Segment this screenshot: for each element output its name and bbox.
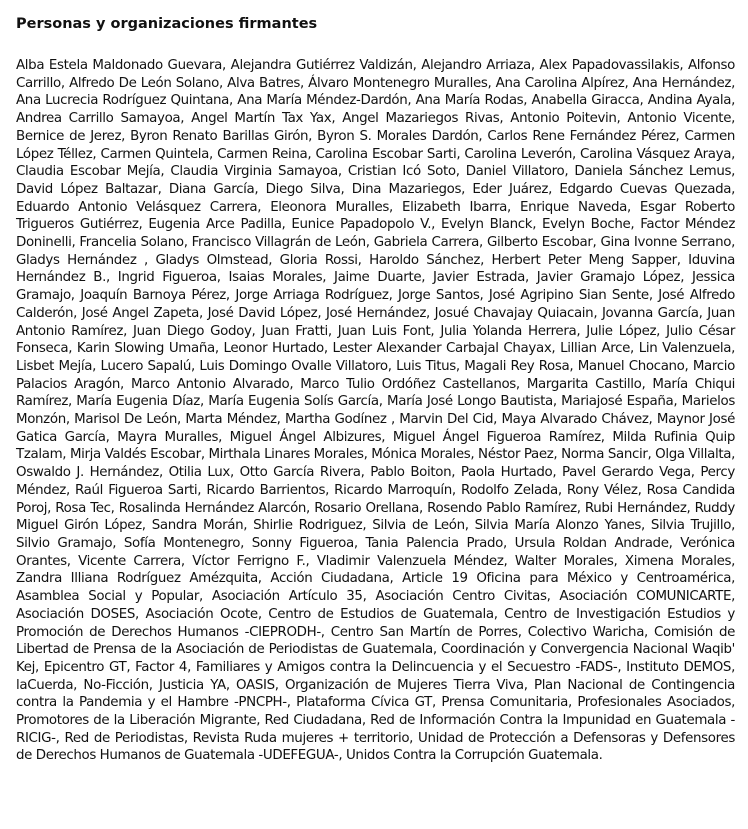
section-heading: Personas y organizaciones firmantes [16,16,318,32]
document [16,14,735,765]
signatories-paragraph: Alba Estela Maldonado Guevara, Alejandra Gutiérrez Valdizán, Alejandro Arriaza, Alex Papadovassilakis, Alfonso Carrillo, Alfredo De León Solano, Alva Batres, Álvaro Montenegro Muralles, Ana Carolina Alpírez, Ana Hernández, Ana Lucrecia Rodríguez Quintana, Ana María Méndez-Dardón, Ana María Rodas, Anabella Giracca, Andina Ayala, Andrea Carrillo Samayoa, Angel Martín Tax Yax, Angel Mazariegos Rivas, Antonio Poitevin, Antonio Vicente, Bernice de Jerez, Byron Renato Barillas Girón, Byron S. Morales Dardón, Carlos Rene Fernández Pérez, Carmen López Téllez, Carmen Quintela, Carmen Reina, Carolina Escobar Sarti, Carolina Leverón, Carolina Vásquez Araya, Claudia Escobar Mejía, Claudia Virginia Samayoa, Cristian Icó Soto, Daniel Villatoro, Daniela Sánchez Lemus, David López Baltazar, Diana García, Diego Silva, Dina Mazariegos, Eder Juárez, Edgardo Cuevas Quezada, Eduardo Antonio Velásquez Carrera, Eleonora Muralles, Elizabeth Ibarra, Enrique Naveda, Esgar Roberto Trigueros Gutiérrez, Eugenia Arce Padilla, Eunice Papadopolo V., Evelyn Blanck, Evelyn Boche, Factor Méndez Doninelli, Francelia Solano, Francisco Villagrán de León, Gabriela Carrera, Gilberto Escobar, Gina Ivonne Serrano, Gladys Hernández , Gladys Olmstead, Gloria Rossi, Haroldo Sánchez, Herbert Peter Meng Sapper, Iduvina Hernández B., Ingrid Figueroa, Isaias Morales, Jaime Duarte, Javier Estrada, Javier Gramajo López, Jessica Gramajo, Joaquín Barnoya Pérez, Jorge Arriaga Rodríguez, Jorge Santos, José Agripino Sian Sente, José Alfredo Calderón, José Angel Zapeta, José David López, José Hernández, Josué Chavajay Quiacain, Jovanna García, Juan Antonio Ramírez, Juan Diego Godoy, Juan Fratti, Juan Luis Font, Julia Yolanda Herrera, Julie López, Julio César Fonseca, Karin Slowing Umaña, Leonor Hurtado, Lester Alexander Carbajal Chayax, Lillian Arce, Lin Valenzuela, Lisbet Mejía, Lucero Sapalú, Luis Domingo Ovalle Villatoro, Luis Titus, Magali Rey Rosa, Manuel Chocano, Marcio Palacios Aragón, Marco Antonio Alvarado, Marco Tulio Ordóñez Castellanos, Margarita Castillo, María Chiqui Ramírez, María Eugenia Díaz, María Eugenia Solís García, María José Longo Bautista, Mariajosé España, Marielos Monzón, Marisol De León, Marta Méndez, Martha Godínez , Marvin Del Cid, Maya Alvarado Chávez, Maynor José Gatica García, Mayra Muralles, Miguel Ángel Albizures, Miguel Ángel Figueroa Ramírez, Milda Rufinia Quip Tzalam, Mirja Valdés Escobar, Mirthala Linares Morales, Mónica Morales, Néstor Paez, Norma Sancir, Olga Villalta, Oswaldo J. Hernández, Otilia Lux, Otto García Rivera, Pablo Boiton, Paola Hurtado, Pavel Gerardo Vega, Percy Méndez, Raúl Figueroa Sarti, Ricardo Barrientos, Ricardo Marroquín, Rodolfo Zelada, Rony Vélez, Rosa Candida Poroj, Rosa Tec, Rosalinda Hernández Alarcón, Rosario Orellana, Rosendo Pablo Ramírez, Rubi Hernández, Ruddy Miguel Girón López, Sandra Morán, Shirlie Rodriguez, Silvia de León, Silvia María Alonzo Yanes, Silvia Trujillo, Silvio Gramajo, Sofía Montenegro, Sonny Figueroa, Tania Palencia Prado, Ursula Roldan Andrade, Verónica Orantes, Vicente Carrera, Víctor Ferrigno F., Vladimir Valenzuela Méndez, Walter Morales, Ximena Morales, Zandra Illiana Rodríguez Amézquita, Acción Ciudadana, Article 19 Oficina para México y Centroamérica, Asamblea Social y Popular, Asociación Artículo 35, Asociación Centro Civitas, Asociación COMUNICARTE, Asociación DOSES, Asociación Ocote, Centro de Estudios de Guatemala, Centro de Investigación Estudios y Promoción de Derechos Humanos -CIEPRODH-, Centro San Martín de Porres, Colectivo Waricha, Comisión de Libertad de Prensa de la Asociación de Periodistas de Guatemala, Coordinación y Convergencia Nacional Waqib' Kej, Epicentro GT, Factor 4, Familiares y Amigos contra la Delincuencia y el Secuestro -FADS-, Instituto DEMOS, laCuerda, No-Ficción, Justicia YA, OASIS, Organización de Mujeres Tierra Viva, Plan Nacional de Contingencia contra la Pandemia y el Hambre -PNCPH-, Plataforma Cívica GT, Prensa Comunitaria, Profesionales Asociados, Promotores de la Liberación Migrante, Red Ciudadana, Red de Información Contra la Impunidad en Guatemala -RICIG-, Red de Periodistas, Revista Ruda mujeres + territorio, Unidad de Protección a Defensoras y Defensores de Derechos Humanos de Guatemala -UDEFEGUA-, Unidos Contra la Corrupción Guatemala. [16,58,735,764]
